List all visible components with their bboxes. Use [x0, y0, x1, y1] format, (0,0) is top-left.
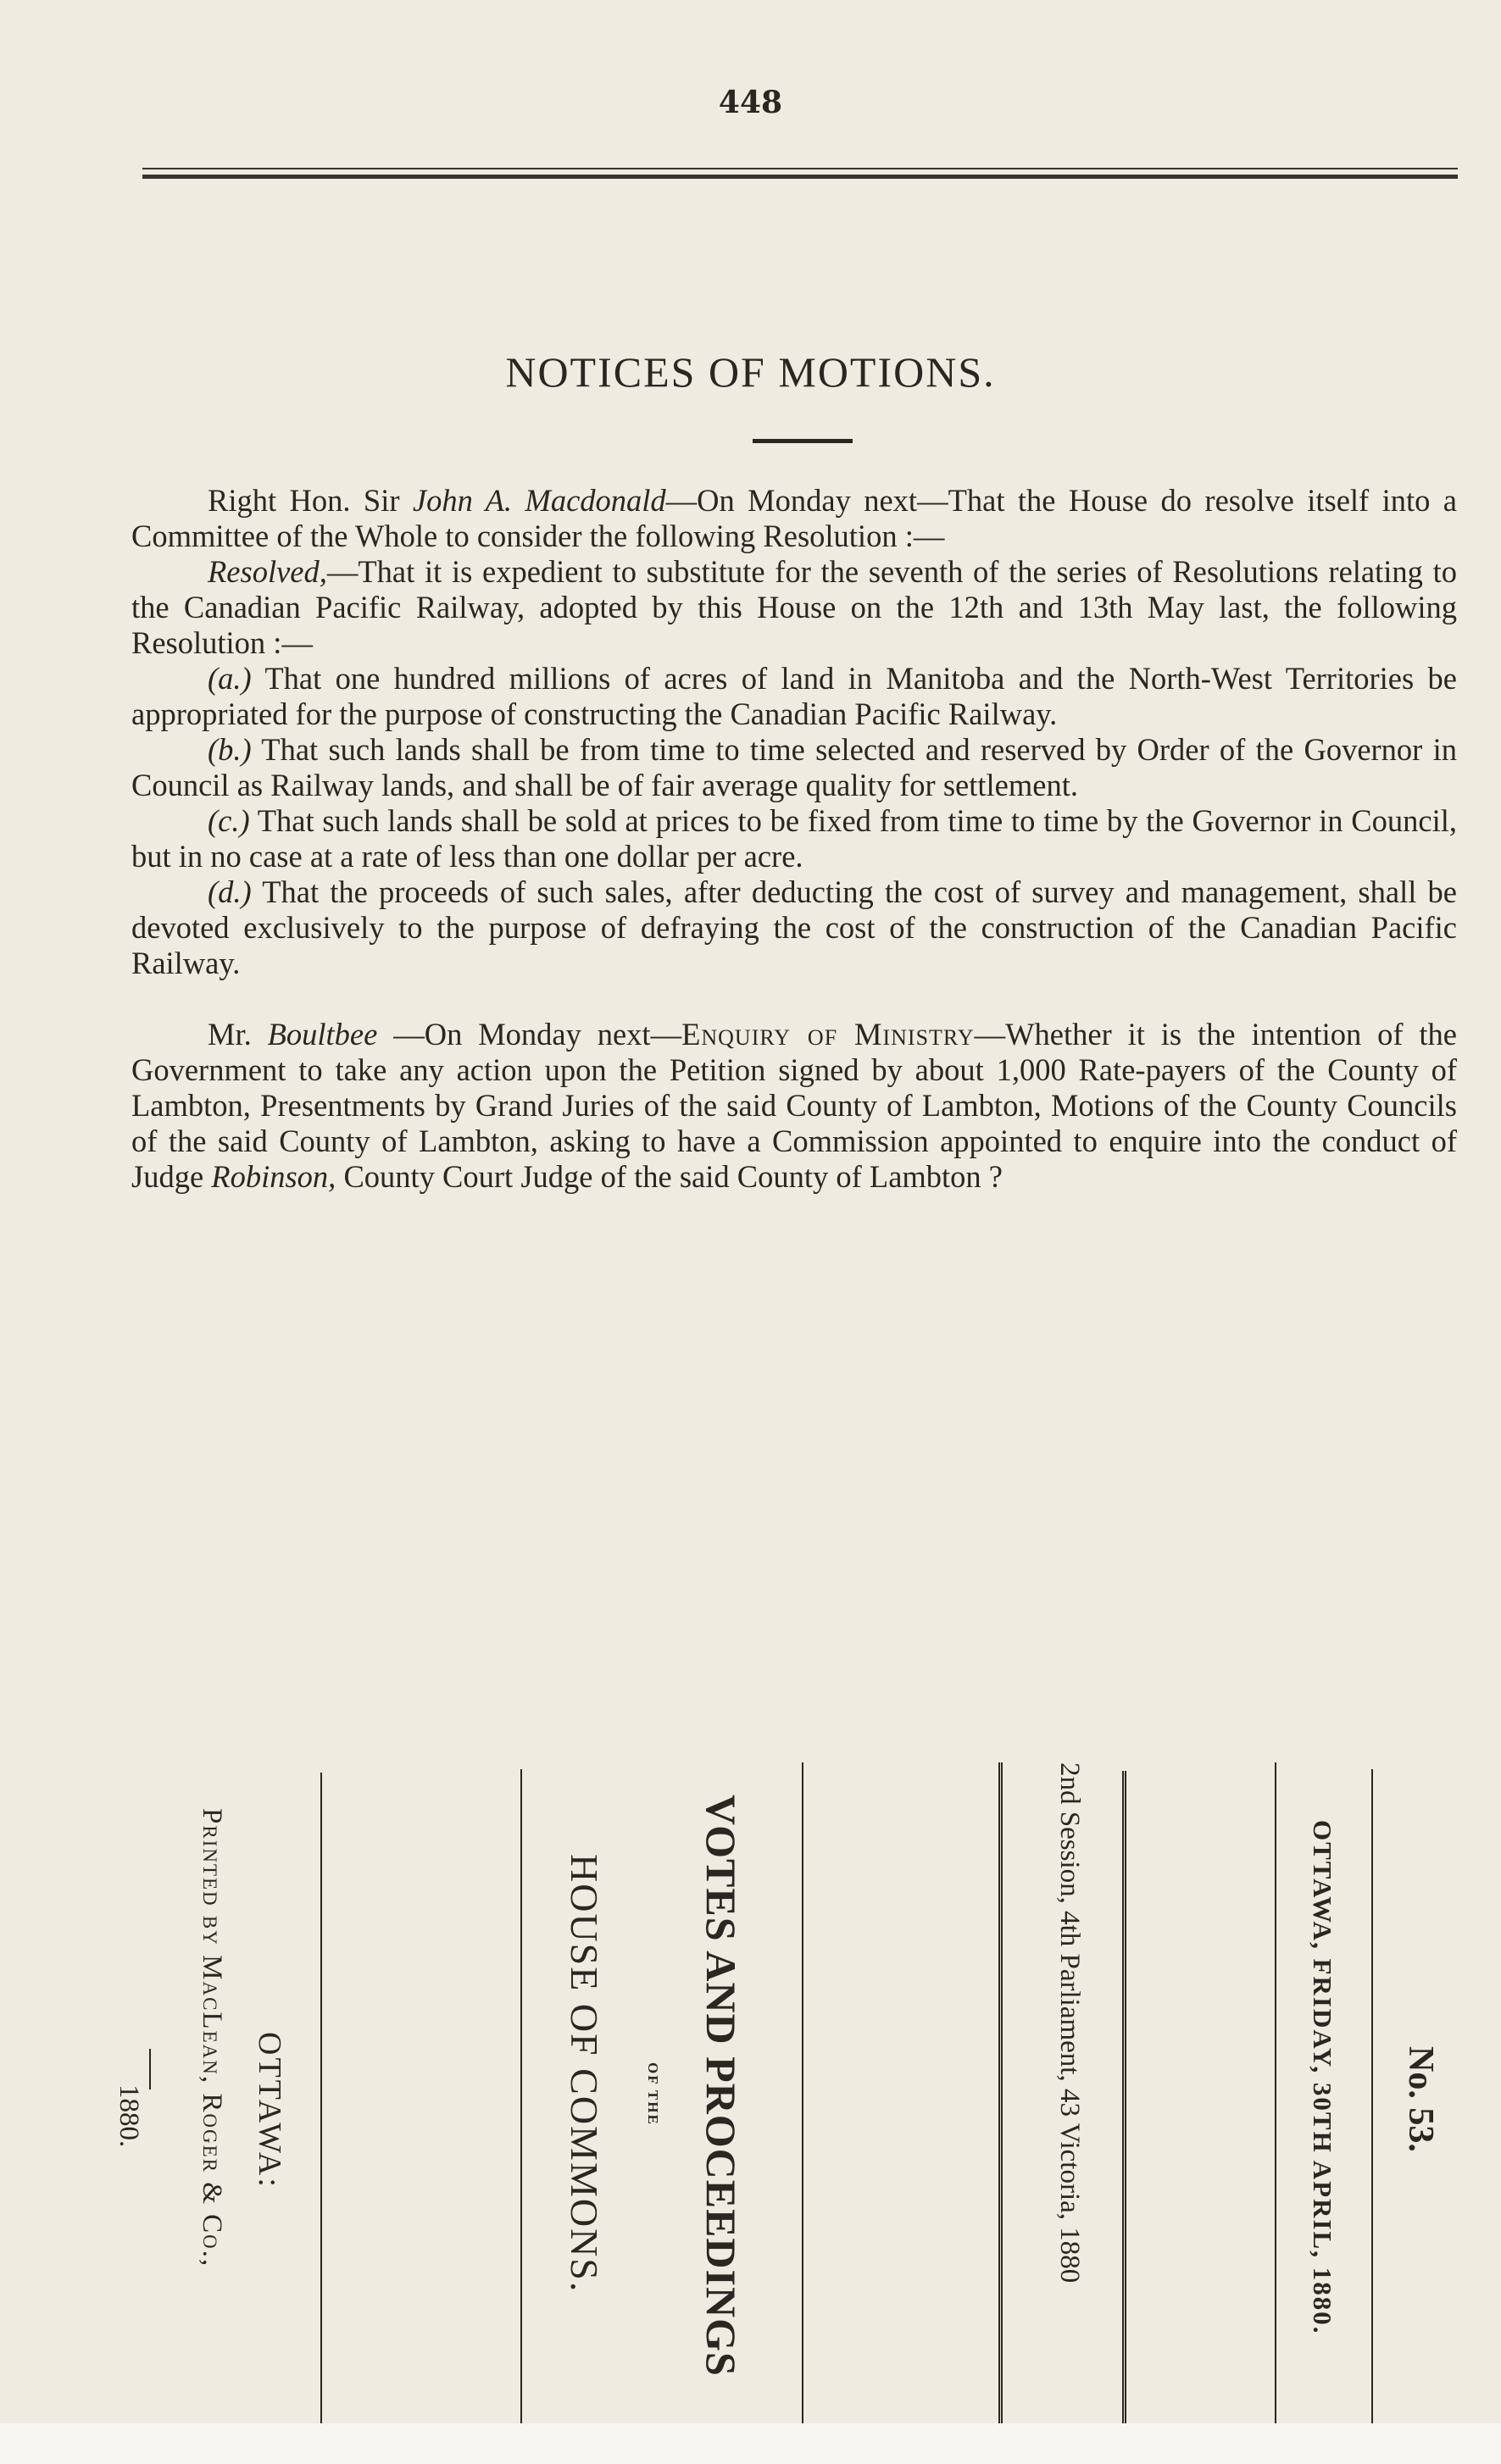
heading-rule [753, 439, 853, 443]
cover-date-line: OTTAWA, FRIDAY, 30TH APRIL, 1880. [1308, 1820, 1337, 2335]
resolved-text: —That it is expedient to substitute for the seventh of the series of Resolutions relating to the Canadian Pacific Railway, adopted by this House on the 12th and 13th May last, the following Resolution :— [131, 554, 1457, 660]
motion-1-intro-text: —On Monday next—That the House do resolve itself into a Committee of the Whole to consider the following Resolution :— [131, 483, 1457, 553]
cover-rule [998, 1762, 1008, 2423]
imprint-rule [149, 2049, 151, 2089]
motion-1-intro [131, 483, 1457, 554]
motion-1-item-b [131, 732, 1457, 803]
item-text: That such lands shall be from time to time selected and reserved by Order of the Governor in Council as Railway lands, and shall be of fair average quality for settlement. [131, 732, 1457, 802]
cover-imprint-year: 1880. [114, 2084, 144, 2148]
motion-1-item-a [131, 661, 1457, 732]
motion-1-item-d [131, 874, 1457, 981]
cover-rule [520, 1769, 522, 2423]
cover-number: No. 53. [1401, 2046, 1440, 2152]
cover-rule [1275, 1762, 1276, 2423]
motion-2-member: Boultbee [267, 1017, 378, 1052]
cover-session: 2nd Session, 4th Parliament, 43 Victoria, 1880 [1054, 1762, 1085, 2284]
page-number: 448 [718, 85, 783, 120]
cover-rule [1371, 1769, 1373, 2423]
cover-rule [1122, 1771, 1131, 2423]
cover-imprint-city: OTTAWA: [252, 2032, 287, 2189]
cover-rule [320, 1773, 322, 2423]
section-heading: NOTICES OF MOTIONS. [505, 348, 996, 396]
scan-margin [0, 2423, 1501, 2464]
enquiry-of-ministry: Enquiry of Ministry [681, 1017, 975, 1052]
item-text: That the proceeds of such sales, after deducting the cost of survey and management, shall be devoted exclusively to the purpose of defraying the cost of the construction of the Canadian Pacific Railway. [131, 874, 1457, 980]
cover-title-of-the: OF THE [645, 2062, 661, 2126]
item-label: (b.) [208, 732, 252, 767]
item-text: That one hundred millions of acres of land in Manitoba and the North-West Territories be appropriated for the purpose of constructing the Canadian Pacific Railway. [131, 661, 1457, 731]
motion-1-prefix: Right Hon. Sir [208, 483, 413, 518]
motion-1-member: John A. Macdonald [412, 483, 666, 518]
cover-imprint-printer: Printed by MacLean, Roger & Co., [197, 1808, 227, 2268]
cover-title-main: VOTES AND PROCEEDINGS [698, 1795, 745, 2377]
motion-2-text: —Whether it is the intention of the Government to take any action upon the Petition signed by about 1,000 Rate-payers of the County of Lambton, Presentments by Grand Juries of the said County of Lambton, Motions of the County Councils of the said County of Lambton, asking to have a Commission appointed to enquire into the conduct of Judge [131, 1017, 1457, 1194]
motion-1-item-c [131, 803, 1457, 874]
motion-2-prefix: Mr. [208, 1017, 268, 1052]
motion-2-day: —On Monday next— [377, 1017, 682, 1052]
header-rule [142, 168, 1458, 179]
item-label: (a.) [208, 661, 252, 696]
item-label: (c.) [208, 803, 250, 838]
judge-name: Robinson, [211, 1159, 336, 1194]
item-text: That such lands shall be sold at prices to be fixed from time to time by the Governor in Council, but in no case at a rate of less than one dollar per acre. [131, 803, 1457, 874]
motion-1-resolved [131, 554, 1457, 661]
cover-title-house: HOUSE OF COMMONS. [563, 1854, 606, 2294]
motion-2-text-end: County Court Judge of the said County of Lambton ? [336, 1159, 1003, 1194]
motion-2 [131, 1017, 1457, 1195]
resolved-word: Resolved, [208, 554, 327, 589]
cover-rule [802, 1762, 803, 2423]
item-label: (d.) [208, 874, 252, 909]
notices-body [131, 483, 1457, 1195]
